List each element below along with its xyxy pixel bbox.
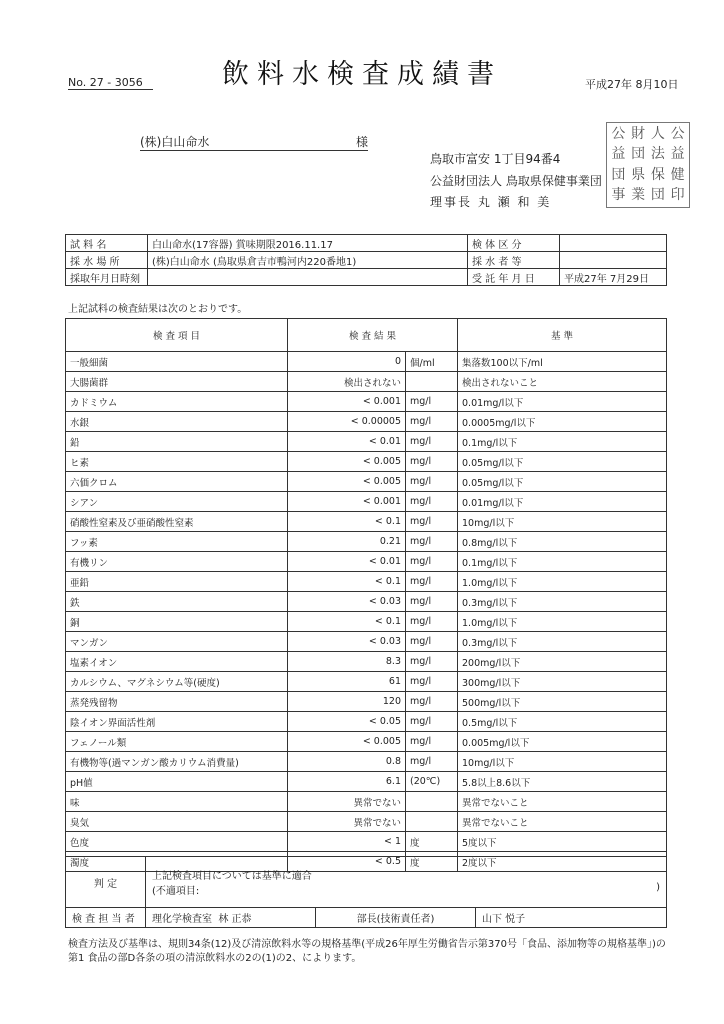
result-standard: 10mg/l以下 bbox=[458, 512, 667, 532]
seal-char: 健 bbox=[670, 166, 685, 183]
result-value: 61 bbox=[288, 672, 406, 692]
result-unit: mg/l bbox=[406, 552, 458, 572]
result-standard: 10mg/l以下 bbox=[458, 752, 667, 772]
result-item: カドミウム bbox=[66, 392, 288, 412]
judgement-line2 bbox=[152, 882, 660, 897]
footnote: 検査方法及び基準は、規則34条(12)及び清涼飲料水等の規格基準(平成26年厚生労働省告示第370号「食品、添加物等の規格基準」)の第1 食品の部D各条の項の清涼飲料水の2の(1)の2、によります。 bbox=[68, 939, 666, 964]
seal-char: 事 bbox=[611, 186, 626, 203]
seal-char: 団 bbox=[631, 146, 646, 163]
result-item: ヒ素 bbox=[66, 452, 288, 472]
result-unit: mg/l bbox=[406, 472, 458, 492]
result-item: マンガン bbox=[66, 632, 288, 652]
result-standard: 0.01mg/l以下 bbox=[458, 392, 667, 412]
sample-info-value: (株)白山命水 (鳥取県倉吉市鴨河内220番地1) bbox=[148, 252, 468, 269]
result-value: < 0.05 bbox=[288, 712, 406, 732]
issuer-address: 鳥取市富安 1丁目94番4 bbox=[430, 152, 561, 166]
result-unit bbox=[406, 372, 458, 392]
judgement-label: 判 定 bbox=[66, 857, 146, 908]
result-item: 大腸菌群 bbox=[66, 372, 288, 392]
result-item: 鉛 bbox=[66, 432, 288, 452]
sample-info-value2 bbox=[560, 252, 667, 269]
result-standard: 0.3mg/l以下 bbox=[458, 592, 667, 612]
seal-char: 益 bbox=[670, 146, 685, 163]
result-standard: 0.8mg/l以下 bbox=[458, 532, 667, 552]
seal-char: 財 bbox=[631, 126, 646, 142]
table-row bbox=[66, 552, 667, 572]
judgement-cell bbox=[146, 857, 667, 908]
table-row bbox=[66, 352, 667, 372]
sample-info-label: 採 水 場 所 bbox=[66, 252, 148, 269]
table-row bbox=[66, 592, 667, 612]
result-value: 8.3 bbox=[288, 652, 406, 672]
seal-char: 団 bbox=[611, 166, 626, 183]
result-item: 塩素イオン bbox=[66, 652, 288, 672]
result-unit: mg/l bbox=[406, 452, 458, 472]
sample-info-row bbox=[66, 252, 667, 269]
result-standard: 0.05mg/l以下 bbox=[458, 452, 667, 472]
judgement-table bbox=[65, 856, 667, 928]
header-standard: 基 準 bbox=[458, 319, 667, 352]
result-standard: 0.3mg/l以下 bbox=[458, 632, 667, 652]
sample-info-row bbox=[66, 269, 667, 286]
result-unit: mg/l bbox=[406, 592, 458, 612]
result-item: 有機リン bbox=[66, 552, 288, 572]
result-value: < 0.1 bbox=[288, 612, 406, 632]
seal-char: 県 bbox=[631, 166, 646, 183]
result-item: 濁度 bbox=[66, 852, 288, 872]
table-row bbox=[66, 712, 667, 732]
result-item: 臭気 bbox=[66, 812, 288, 832]
issue-date: 平成27年 8月10日 bbox=[585, 78, 679, 91]
result-item: 味 bbox=[66, 792, 288, 812]
table-row bbox=[66, 792, 667, 812]
table-row bbox=[66, 532, 667, 552]
result-value: 異常でない bbox=[288, 812, 406, 832]
result-item: 六価クロム bbox=[66, 472, 288, 492]
result-item: 水銀 bbox=[66, 412, 288, 432]
personnel-person: 林 正恭 bbox=[218, 914, 252, 925]
seal-char: 公 bbox=[611, 126, 626, 142]
result-unit: mg/l bbox=[406, 512, 458, 532]
judgement-nonconforming: (不適項目: bbox=[152, 886, 200, 897]
header-result: 検 査 結 果 bbox=[288, 319, 458, 352]
official-seal-stamp bbox=[606, 122, 690, 208]
sample-info-value2: 平成27年 7月29日 bbox=[560, 269, 667, 286]
sample-info-label2: 採 水 者 等 bbox=[468, 252, 560, 269]
result-unit: 度 bbox=[406, 852, 458, 872]
result-item: 銅 bbox=[66, 612, 288, 632]
sample-info-label: 採取年月日時刻 bbox=[66, 269, 148, 286]
result-value: < 0.03 bbox=[288, 632, 406, 652]
result-item: フェノール類 bbox=[66, 732, 288, 752]
document-title: 飲料水検査成績書 bbox=[222, 59, 502, 90]
result-item: 硝酸性窒素及び亜硝酸性窒素 bbox=[66, 512, 288, 532]
result-standard: 1.0mg/l以下 bbox=[458, 612, 667, 632]
table-row bbox=[66, 672, 667, 692]
judgement-row bbox=[66, 857, 667, 908]
result-standard: 0.01mg/l以下 bbox=[458, 492, 667, 512]
result-value: 異常でない bbox=[288, 792, 406, 812]
addressee-honorific: 様 bbox=[355, 135, 368, 149]
seal-char: 業 bbox=[631, 186, 646, 203]
result-unit: mg/l bbox=[406, 752, 458, 772]
result-value: < 0.01 bbox=[288, 552, 406, 572]
document-number: No. 27 - 3056 bbox=[68, 76, 153, 90]
result-value: 6.1 bbox=[288, 772, 406, 792]
personnel-person2: 山下 悦子 bbox=[476, 908, 667, 928]
result-item: 亜鉛 bbox=[66, 572, 288, 592]
result-standard: 検出されないこと bbox=[458, 372, 667, 392]
result-value: 0 bbox=[288, 352, 406, 372]
result-standard: 0.5mg/l以下 bbox=[458, 712, 667, 732]
results-table bbox=[65, 318, 667, 872]
result-item: フッ素 bbox=[66, 532, 288, 552]
table-row bbox=[66, 512, 667, 532]
table-row bbox=[66, 392, 667, 412]
result-unit: 度 bbox=[406, 832, 458, 852]
sample-info-value2 bbox=[560, 235, 667, 252]
result-standard: 500mg/l以下 bbox=[458, 692, 667, 712]
result-standard: 集落数100以下/ml bbox=[458, 352, 667, 372]
table-row bbox=[66, 812, 667, 832]
sample-info-table bbox=[65, 234, 667, 286]
result-standard: 0.0005mg/l以下 bbox=[458, 412, 667, 432]
result-standard: 1.0mg/l以下 bbox=[458, 572, 667, 592]
table-row bbox=[66, 472, 667, 492]
result-standard: 5.8以上8.6以下 bbox=[458, 772, 667, 792]
sample-info-label2: 検 体 区 分 bbox=[468, 235, 560, 252]
table-row bbox=[66, 492, 667, 512]
result-unit: mg/l bbox=[406, 572, 458, 592]
result-value: < 0.01 bbox=[288, 432, 406, 452]
table-row bbox=[66, 372, 667, 392]
result-unit: mg/l bbox=[406, 532, 458, 552]
seal-char: 法 bbox=[650, 146, 665, 163]
result-unit bbox=[406, 812, 458, 832]
table-row bbox=[66, 612, 667, 632]
result-unit: mg/l bbox=[406, 652, 458, 672]
result-standard: 300mg/l以下 bbox=[458, 672, 667, 692]
result-unit: mg/l bbox=[406, 712, 458, 732]
result-unit: mg/l bbox=[406, 392, 458, 412]
seal-char: 保 bbox=[650, 166, 665, 183]
judgement-line1: 上記検査項目については基準に適合 bbox=[152, 871, 312, 882]
result-value: < 0.005 bbox=[288, 472, 406, 492]
seal-char: 益 bbox=[611, 146, 626, 163]
result-item: 陰イオン界面活性剤 bbox=[66, 712, 288, 732]
table-row bbox=[66, 832, 667, 852]
result-item: 一般細菌 bbox=[66, 352, 288, 372]
result-standard: 異常でないこと bbox=[458, 812, 667, 832]
result-value: < 0.005 bbox=[288, 452, 406, 472]
result-unit: mg/l bbox=[406, 432, 458, 452]
result-value: 検出されない bbox=[288, 372, 406, 392]
result-unit: mg/l bbox=[406, 492, 458, 512]
result-standard: 2度以下 bbox=[458, 852, 667, 872]
result-unit: mg/l bbox=[406, 412, 458, 432]
result-value: 0.8 bbox=[288, 752, 406, 772]
result-standard: 5度以下 bbox=[458, 832, 667, 852]
table-row bbox=[66, 452, 667, 472]
result-unit: mg/l bbox=[406, 692, 458, 712]
result-unit: mg/l bbox=[406, 672, 458, 692]
table-row bbox=[66, 632, 667, 652]
table-row bbox=[66, 692, 667, 712]
result-standard: 0.005mg/l以下 bbox=[458, 732, 667, 752]
issuer-representative: 理事長 丸 瀬 和 美 bbox=[430, 195, 552, 209]
result-item: pH値 bbox=[66, 772, 288, 792]
intro-text: 上記試料の検査結果は次のとおりです。 bbox=[68, 304, 248, 315]
table-row bbox=[66, 732, 667, 752]
judgement-close-paren: ) bbox=[656, 882, 660, 893]
table-row bbox=[66, 652, 667, 672]
result-value: < 0.001 bbox=[288, 392, 406, 412]
result-item: 色度 bbox=[66, 832, 288, 852]
personnel-label2: 部長(技術責任者) bbox=[316, 908, 476, 928]
result-item: 有機物等(過マンガン酸カリウム消費量) bbox=[66, 752, 288, 772]
sample-info-row bbox=[66, 235, 667, 252]
header-item: 検 査 項 目 bbox=[66, 319, 288, 352]
result-standard: 200mg/l以下 bbox=[458, 652, 667, 672]
result-unit: mg/l bbox=[406, 612, 458, 632]
result-item: 鉄 bbox=[66, 592, 288, 612]
seal-char: 公 bbox=[670, 126, 685, 142]
addressee bbox=[140, 133, 368, 151]
seal-char: 印 bbox=[670, 186, 685, 203]
table-row bbox=[66, 752, 667, 772]
personnel-row bbox=[66, 908, 667, 928]
result-unit: 個/ml bbox=[406, 352, 458, 372]
result-item: シアン bbox=[66, 492, 288, 512]
seal-char: 人 bbox=[650, 126, 665, 142]
result-value: < 0.00005 bbox=[288, 412, 406, 432]
table-row bbox=[66, 432, 667, 452]
sample-info-value bbox=[148, 269, 468, 286]
sample-info-value: 白山命水(17容器) 賞味期限2016.11.17 bbox=[148, 235, 468, 252]
issuer-organization: 公益財団法人 鳥取県保健事業団 bbox=[430, 174, 602, 188]
seal-char: 団 bbox=[650, 186, 665, 203]
table-row bbox=[66, 572, 667, 592]
sample-info-label: 試 料 名 bbox=[66, 235, 148, 252]
result-standard: 0.1mg/l以下 bbox=[458, 432, 667, 452]
result-standard: 0.05mg/l以下 bbox=[458, 472, 667, 492]
result-unit: mg/l bbox=[406, 732, 458, 752]
results-header-row bbox=[66, 319, 667, 352]
result-value: < 0.5 bbox=[288, 852, 406, 872]
result-value: 120 bbox=[288, 692, 406, 712]
addressee-name: (株)白山命水 bbox=[140, 135, 210, 149]
result-value: < 0.001 bbox=[288, 492, 406, 512]
result-value: < 0.1 bbox=[288, 572, 406, 592]
result-value: < 0.1 bbox=[288, 512, 406, 532]
result-item: カルシウム、マグネシウム等(硬度) bbox=[66, 672, 288, 692]
result-standard: 異常でないこと bbox=[458, 792, 667, 812]
result-value: < 0.005 bbox=[288, 732, 406, 752]
result-unit: mg/l bbox=[406, 632, 458, 652]
table-row bbox=[66, 412, 667, 432]
table-row bbox=[66, 772, 667, 792]
result-item: 蒸発残留物 bbox=[66, 692, 288, 712]
result-standard: 0.1mg/l以下 bbox=[458, 552, 667, 572]
result-value: < 1 bbox=[288, 832, 406, 852]
result-value: < 0.03 bbox=[288, 592, 406, 612]
result-unit bbox=[406, 792, 458, 812]
personnel-dept: 理化学検査室 林 正恭 bbox=[146, 908, 316, 928]
personnel-label: 検 査 担 当 者 bbox=[66, 908, 146, 928]
sample-info-label2: 受 託 年 月 日 bbox=[468, 269, 560, 286]
result-value: 0.21 bbox=[288, 532, 406, 552]
result-unit: (20℃) bbox=[406, 772, 458, 792]
